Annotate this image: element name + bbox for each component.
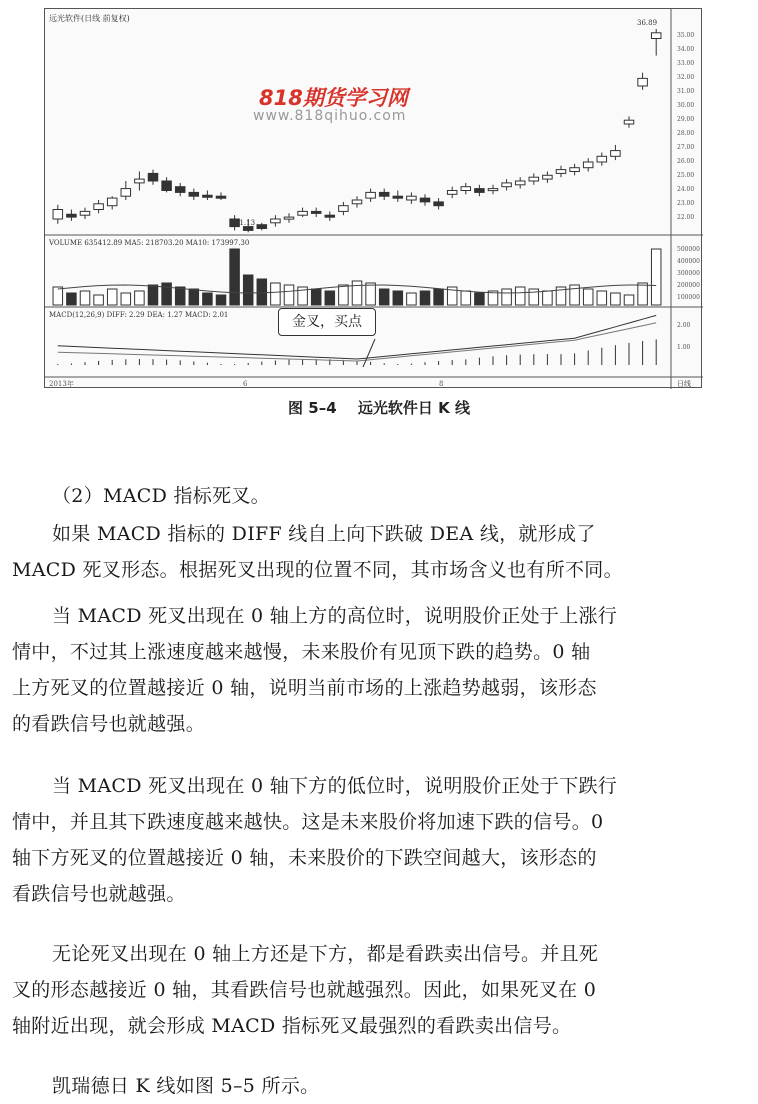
candle-body	[162, 181, 172, 191]
candle-body	[298, 211, 308, 215]
volume-bar	[407, 293, 417, 305]
volume-bar	[162, 283, 172, 305]
volume-bar	[243, 275, 253, 305]
paragraph-line: MACD 死叉形态。根据死叉出现的位置不同，其市场含义也有所不同。	[12, 559, 623, 581]
volume-bar	[135, 291, 145, 305]
volume-bar	[107, 289, 117, 305]
paragraph-line: 当 MACD 死叉出现在 0 轴上方的高位时，说明股价正处于上涨行	[52, 605, 618, 627]
candle-body	[461, 187, 471, 191]
price-tick-label: 24.00	[677, 186, 695, 193]
watermark-url: www.818qihuo.com	[253, 108, 407, 124]
volume-bar	[651, 249, 661, 305]
price-tick-label: 33.00	[677, 60, 695, 67]
volume-bar	[175, 287, 185, 305]
paragraph	[12, 768, 746, 912]
candle-body	[475, 189, 485, 193]
volume-bar	[515, 287, 525, 305]
candle-body	[148, 173, 158, 181]
candle-body	[352, 200, 362, 204]
volume-bar	[271, 283, 281, 305]
candle-body	[583, 162, 593, 168]
paragraph-line: 情中，并且其下跌速度越来越快。这是未来股价将加速下跌的信号。0	[12, 811, 604, 833]
volume-bar	[53, 287, 63, 305]
paragraph	[12, 478, 746, 514]
corner-label: 日线	[677, 380, 691, 388]
volume-bar	[611, 293, 621, 305]
x-label-1: 6	[243, 380, 248, 388]
candle-body	[502, 183, 512, 187]
candlestick-series	[53, 29, 661, 232]
volume-bar	[325, 291, 335, 305]
volume-bar	[80, 291, 90, 305]
candle-body	[611, 151, 621, 157]
kline-figure	[44, 8, 702, 388]
figure-caption	[0, 397, 758, 418]
candle-body	[284, 217, 294, 219]
paragraph-line: 的看跌信号也就越强。	[12, 713, 206, 735]
candle-body	[339, 206, 349, 212]
volume-bar	[379, 289, 389, 305]
volume-axis	[677, 246, 700, 301]
paragraph-line: 无论死叉出现在 0 轴上方还是下方，都是看跌卖出信号。并且死	[52, 943, 599, 965]
volume-bar	[339, 285, 349, 305]
volume-bars	[53, 249, 661, 305]
paragraph-line: 如果 MACD 指标的 DIFF 线自上向下跌破 DEA 线，就形成了	[52, 523, 596, 545]
candle-body	[434, 202, 444, 206]
candle-body	[121, 189, 131, 197]
paragraph	[12, 936, 746, 1044]
volume-tick-label: 400000	[677, 258, 700, 265]
candle-body	[543, 175, 553, 179]
candle-body	[216, 196, 226, 198]
candle-body	[556, 170, 566, 174]
candle-body	[311, 211, 321, 213]
candle-body	[515, 181, 525, 185]
volume-bar	[543, 291, 553, 305]
candle-body	[67, 214, 77, 217]
price-tick-label: 27.00	[677, 144, 695, 151]
paragraph-line: 凯瑞德日 K 线如图 5–5 所示。	[52, 1075, 320, 1097]
volume-tick-label: 100000	[677, 294, 700, 301]
volume-bar	[94, 295, 104, 305]
paragraph-line: 当 MACD 死叉出现在 0 轴下方的低位时，说明股价正处于下跌行	[52, 775, 618, 797]
candle-body	[53, 210, 63, 220]
candle-body	[94, 204, 104, 210]
volume-bar	[284, 285, 294, 305]
volume-bar	[203, 293, 213, 305]
price-tick-label: 26.00	[677, 158, 695, 165]
volume-bar	[583, 289, 593, 305]
paragraph-line: 轴附近出现，就会形成 MACD 指标死叉最强烈的看跌卖出信号。	[12, 1015, 572, 1037]
candle-body	[80, 211, 90, 215]
candle-body	[407, 196, 417, 200]
golden-cross-callout: 金叉，买点	[278, 308, 376, 336]
price-tick-label: 34.00	[677, 46, 695, 53]
candle-body	[325, 215, 335, 217]
price-tick-label: 35.00	[677, 32, 695, 39]
price-tick-label: 30.00	[677, 102, 695, 109]
price-low-label: 21.13	[235, 219, 256, 227]
candle-body	[135, 179, 145, 183]
price-tick-label: 28.00	[677, 130, 695, 137]
volume-bar	[257, 279, 267, 305]
macd-axis-top: 2.00	[677, 322, 691, 329]
volume-bar	[461, 291, 471, 305]
candle-body	[271, 219, 281, 223]
candle-body	[651, 33, 661, 39]
callout-pointer	[363, 339, 375, 367]
paragraph-line: 叉的形态越接近 0 轴，其看跌信号也就越强烈。因此，如果死叉在 0	[12, 979, 597, 1001]
candle-body	[175, 187, 185, 193]
price-tick-label: 23.00	[677, 200, 695, 207]
x-label-2: 8	[439, 380, 444, 388]
volume-bar	[420, 291, 430, 305]
volume-bar	[624, 295, 634, 305]
candle-body	[189, 192, 199, 196]
paragraph-line: 轴下方死叉的位置越接近 0 轴，未来股价的下跌空间越大，该形态的	[12, 847, 597, 869]
volume-bar	[216, 295, 226, 305]
candle-body	[203, 195, 213, 197]
candle-body	[243, 227, 253, 231]
volume-bar	[189, 289, 199, 305]
candle-body	[447, 191, 457, 195]
candle-body	[257, 225, 267, 229]
volume-label: VOLUME 635412.89 MA5: 218703.20 MA10: 173997.30	[49, 239, 250, 247]
paragraph	[12, 598, 746, 742]
candle-body	[570, 168, 580, 172]
volume-bar	[366, 283, 376, 305]
price-axis	[677, 32, 694, 221]
price-tick-label: 22.00	[677, 214, 695, 221]
caption-number: 图 5–4	[288, 399, 337, 417]
volume-bar	[230, 249, 240, 305]
watermark-logo: 818期货学习网	[259, 86, 408, 110]
volume-bar	[502, 289, 512, 305]
price-tick-label: 25.00	[677, 172, 695, 179]
volume-bar	[597, 291, 607, 305]
price-tick-label: 29.00	[677, 116, 695, 123]
volume-bar	[121, 293, 131, 305]
price-tick-label: 32.00	[677, 74, 695, 81]
volume-tick-label: 300000	[677, 270, 700, 277]
paragraph-line: 看跌信号也就越强。	[12, 883, 186, 905]
candle-body	[379, 192, 389, 196]
x-label-0: 2013年	[49, 380, 74, 388]
candle-body	[393, 196, 403, 198]
volume-bar	[148, 285, 158, 305]
volume-bar	[352, 281, 362, 305]
candle-body	[529, 177, 539, 181]
volume-tick-label: 200000	[677, 282, 700, 289]
volume-bar	[475, 293, 485, 305]
volume-bar	[638, 283, 648, 305]
candle-body	[488, 189, 498, 191]
volume-bar	[393, 291, 403, 305]
candle-body	[638, 78, 648, 86]
paragraph	[12, 1068, 746, 1104]
caption-title: 远光软件日 K 线	[357, 399, 470, 417]
paragraph-line: 情中，不过其上涨速度越来越慢，未来股价有见顶下跌的趋势。0 轴	[12, 641, 591, 663]
volume-tick-label: 500000	[677, 246, 700, 253]
candle-body	[597, 156, 607, 162]
candle-body	[624, 120, 634, 124]
candle-body	[366, 192, 376, 198]
candle-body	[420, 198, 430, 202]
macd-label: MACD(12,26,9) DIFF: 2.29 DEA: 1.27 MACD: 2.01	[49, 311, 229, 319]
paragraph-line: （2）MACD 指标死叉。	[52, 485, 270, 507]
paragraph	[12, 516, 746, 588]
volume-bar	[434, 289, 444, 305]
volume-bar	[311, 289, 321, 305]
price-high-label: 36.89	[637, 19, 658, 27]
volume-bar	[67, 293, 77, 305]
price-tick-label: 31.00	[677, 88, 695, 95]
candle-body	[107, 198, 117, 206]
macd-axis-mid: 1.00	[677, 344, 691, 351]
stock-title: 远光软件(日线 前复权)	[49, 14, 130, 23]
paragraph-line: 上方死叉的位置越接近 0 轴，说明当前市场的上涨趋势越弱，该形态	[12, 677, 597, 699]
